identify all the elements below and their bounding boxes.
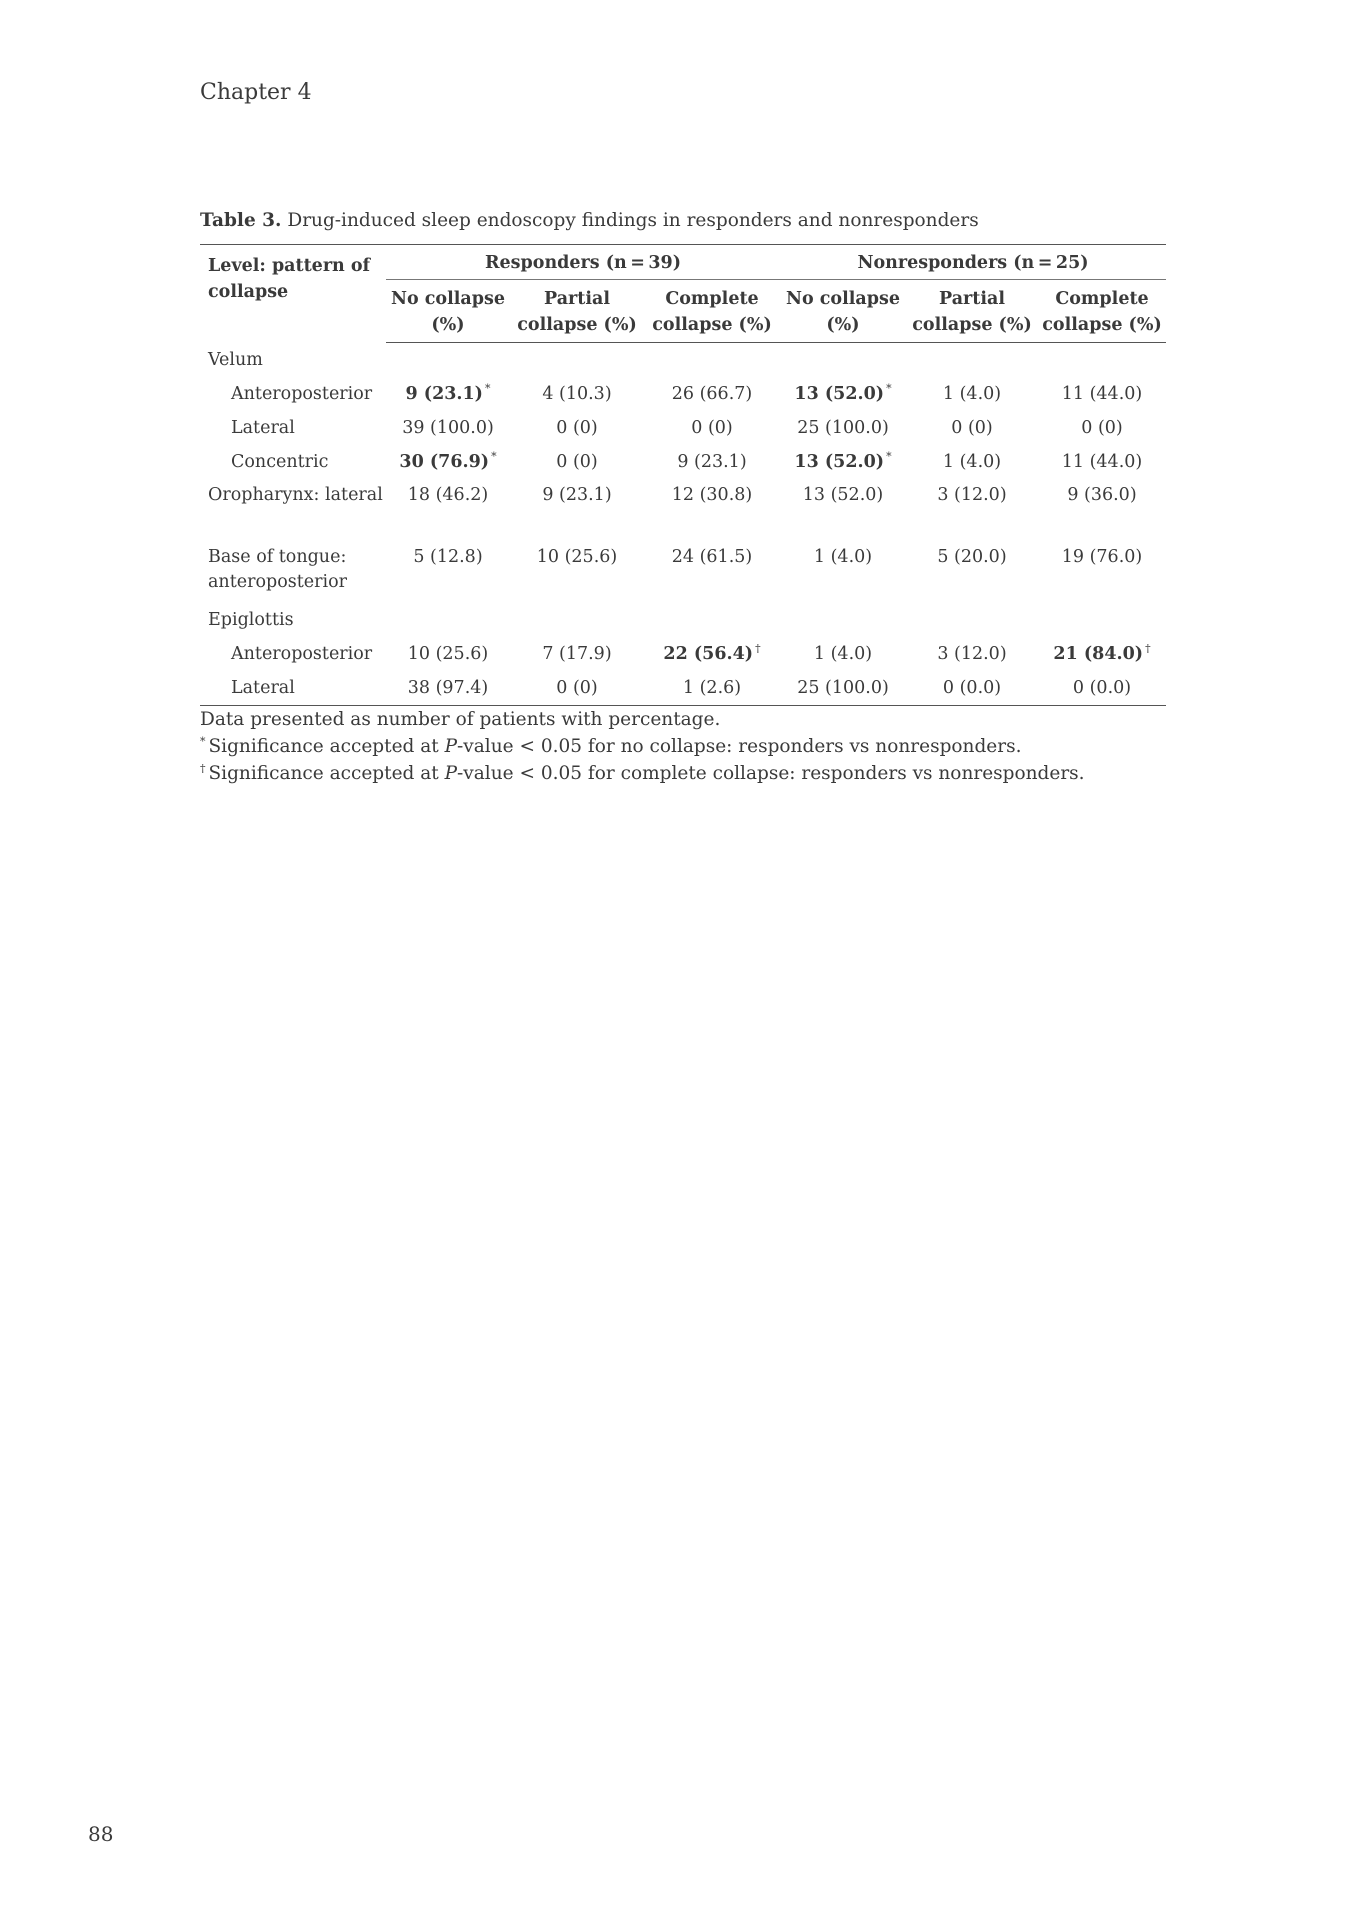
table-cell: 13 (52.0) * [794,450,892,472]
table-cell: 11 (44.0) [1061,452,1143,472]
table-cell: 22 (56.4) † [663,642,761,664]
table-cell: 38 (97.4) [386,671,510,706]
row-label: Anteroposterior [231,644,373,664]
table-cell: 39 (100.0) [402,418,494,438]
table-cell: 9 (23.1) [542,485,612,505]
table-notes [200,706,1085,787]
table-caption [200,210,979,231]
note-line: * Significance accepted at P-value < 0.05 for no collapse: responders vs nonresponders. [200,734,1022,757]
dagger-mark: † [755,642,761,656]
table-cell: 11 (44.0) [1061,384,1143,404]
dagger-mark: † [1145,642,1151,656]
table-cell: 0 (0) [510,671,644,706]
note-line: † Significance accepted at P-value < 0.05 for complete collapse: responders vs nonresponders. [200,761,1085,784]
group-header-responders: Responders (n = 39) [386,245,780,280]
table-caption-label: Table 3. [200,210,282,231]
table-cell: 1 (4.0) [942,452,1002,472]
table-cell: 18 (46.2) [407,485,489,505]
table-cell: 0 (0) [556,418,598,438]
table-cell: 9 (23.1) * [405,382,491,404]
page-number: 88 [88,1822,114,1846]
dagger-mark: † [200,761,206,775]
asterisk-mark: * [886,450,892,464]
table-cell: 9 (23.1) [677,452,747,472]
table-cell: 25 (100.0) [797,418,889,438]
table-cell: 10 (25.6) [536,547,618,567]
table-cell: 21 (84.0) † [1053,642,1151,664]
table-cell: 5 (12.8) [413,547,483,567]
table-cell: 13 (52.0) * [794,382,892,404]
group-header-nonresponders: Nonresponders (n = 25) [780,245,1166,280]
table-cell: 0 (0.0) [1038,671,1166,706]
table-cell: 30 (76.9) * [399,450,497,472]
col-header: Partial collapse (%) [510,280,644,343]
row-label: Anteroposterior [231,384,373,404]
col-header: Partial collapse (%) [906,280,1038,343]
table-cell: 9 (36.0) [1067,485,1137,505]
row-label: Base of tongue: anteroposterior [208,547,347,592]
table-cell: 19 (76.0) [1061,547,1143,567]
table-cell: 24 (61.5) [671,547,753,567]
table-row [200,603,1166,637]
table-cell: 0 (0.0) [906,671,1038,706]
table-cell: 0 (0) [951,418,993,438]
table-cell: 1 (4.0) [813,644,873,664]
table-cell: 13 (52.0) [802,485,884,505]
table-cell: 0 (0) [1081,418,1123,438]
row-label: Lateral [200,671,386,706]
row-label: Velum [208,349,263,370]
table-row [200,541,1166,603]
asterisk-mark: * [484,382,491,396]
table-cell: 0 (0) [556,452,598,472]
table-cell: 0 (0) [691,418,733,438]
table-cell: 25 (100.0) [780,671,906,706]
table-cell: 1 (2.6) [644,671,780,706]
table-row [200,377,1166,411]
col-header: Complete collapse (%) [644,280,780,343]
col-header: Complete collapse (%) [1038,280,1166,343]
note-line: Data presented as number of patients with percentage. [200,709,721,730]
table-row [200,445,1166,479]
data-table [200,244,1166,706]
row-label: Oropharynx: lateral [208,485,383,505]
table-row [200,637,1166,671]
table-cell: 4 (10.3) [542,384,612,404]
table-row [200,343,1166,378]
table-row [200,411,1166,445]
row-label: Concentric [231,452,329,472]
row-header: Level: pattern of collapse [200,245,386,343]
row-label: Epiglottis [208,610,294,630]
row-label: Lateral [231,418,295,438]
table-cell: 5 (20.0) [937,547,1007,567]
asterisk-mark: * [200,734,206,748]
col-header: No collapse (%) [780,280,906,343]
chapter-heading: Chapter 4 [200,80,312,105]
table-cell: 26 (66.7) [671,384,753,404]
table-caption-text: Drug-induced sleep endoscopy findings in responders and nonresponders [287,210,979,231]
table-row [200,671,1166,706]
table-cell: 3 (12.0) [937,644,1007,664]
table-cell: 3 (12.0) [937,485,1007,505]
table-cell: 7 (17.9) [542,644,612,664]
table-cell: 1 (4.0) [942,384,1002,404]
table-cell: 10 (25.6) [407,644,489,664]
table-row [200,479,1166,541]
asterisk-mark: * [491,450,497,464]
table-cell: 1 (4.0) [813,547,873,567]
table-cell: 12 (30.8) [671,485,753,505]
asterisk-mark: * [886,382,892,396]
col-header: No collapse (%) [386,280,510,343]
